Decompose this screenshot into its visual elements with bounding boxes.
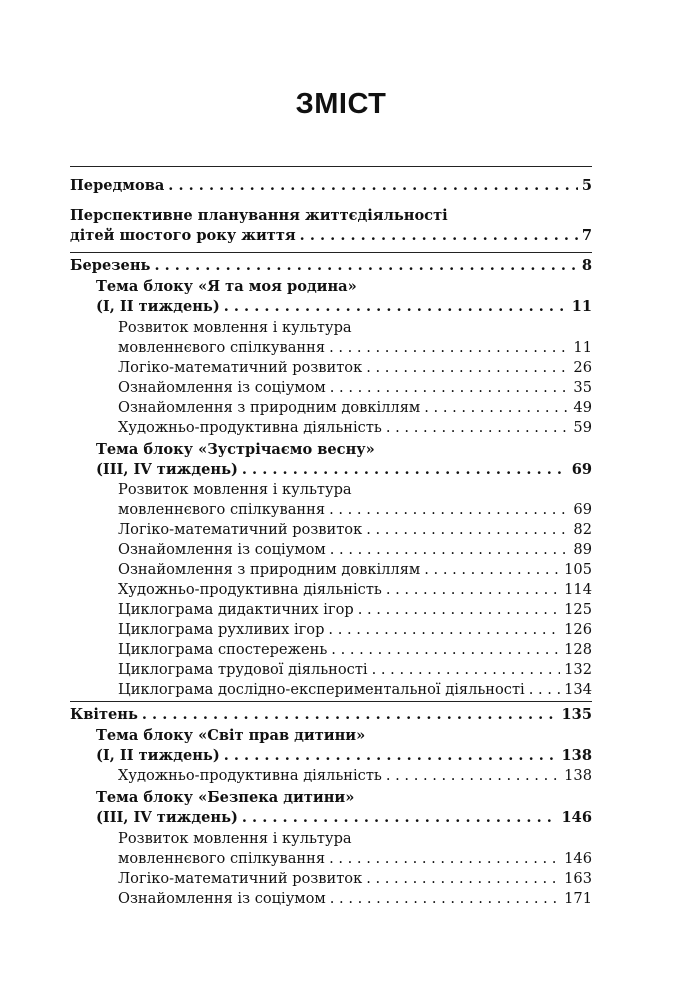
dot-leader bbox=[154, 256, 577, 276]
toc-entry-speech[interactable] bbox=[118, 500, 592, 520]
dot-leader bbox=[242, 460, 568, 480]
toc-entry-label: мовленнєвого спілкування bbox=[118, 501, 326, 518]
separator-line bbox=[70, 701, 592, 702]
toc-page-number: 59 bbox=[573, 419, 592, 436]
toc-page-number: 11 bbox=[571, 298, 592, 315]
toc-entry-label: мовленнєвого спілкування bbox=[118, 850, 326, 867]
toc-page-number: 138 bbox=[561, 747, 592, 764]
dot-leader bbox=[224, 297, 568, 317]
toc-page-number: 126 bbox=[564, 621, 592, 638]
toc-page-number: 171 bbox=[564, 890, 592, 907]
toc-entry-block-family[interactable] bbox=[96, 297, 592, 317]
toc-entry-label: (ІІІ, ІV тиждень) bbox=[96, 461, 238, 478]
toc-entry-art[interactable] bbox=[118, 580, 592, 600]
toc-entry-label: Розвиток мовлення і культура bbox=[118, 830, 352, 847]
toc-page-number: 135 bbox=[561, 706, 592, 723]
toc-page-number: 8 bbox=[581, 257, 592, 274]
toc-page-number: 138 bbox=[564, 767, 592, 784]
toc-entry-label: Ознайомлення із соціумом bbox=[118, 890, 326, 907]
toc-page-number: 35 bbox=[573, 379, 592, 396]
toc-entry-math[interactable] bbox=[118, 869, 592, 889]
toc-entry-cyclogram-games[interactable] bbox=[118, 600, 592, 620]
dot-leader bbox=[366, 358, 569, 378]
toc-page-number: 163 bbox=[564, 870, 592, 887]
toc-page-number: 69 bbox=[573, 501, 592, 518]
toc-page-number: 7 bbox=[581, 227, 592, 244]
toc-entry-cyclogram-experiments[interactable] bbox=[118, 680, 592, 700]
toc-entry-label: Тема блоку «Я та моя родина» bbox=[96, 278, 357, 295]
toc-entry-society[interactable] bbox=[118, 378, 592, 398]
toc-page-number: 26 bbox=[573, 359, 592, 376]
toc-entry-label: Тема блоку «Зустрічаємо весну» bbox=[96, 441, 375, 458]
toc-entry-block-rights[interactable] bbox=[96, 746, 592, 766]
toc-entry-nature[interactable] bbox=[118, 560, 592, 580]
toc-entry-label: Березень bbox=[70, 257, 151, 274]
toc-page-number: 125 bbox=[564, 601, 592, 618]
toc-entry-march[interactable] bbox=[70, 256, 592, 276]
dot-leader bbox=[242, 808, 558, 828]
dot-leader bbox=[386, 766, 560, 786]
toc-entry-label: Ознайомлення з природним довкіллям bbox=[118, 561, 421, 578]
toc-entry-cyclogram-active-games[interactable] bbox=[118, 620, 592, 640]
toc-entry-label: дітей шостого року життя bbox=[70, 227, 296, 244]
toc-entry-foreword[interactable] bbox=[70, 176, 592, 196]
toc-entry-cyclogram-labour[interactable] bbox=[118, 660, 592, 680]
toc-entry-label: Циклограма трудової діяльності bbox=[118, 661, 368, 678]
dot-leader bbox=[330, 540, 570, 560]
toc-entry-label: Циклограма дослідно-експериментальної діяльності bbox=[118, 681, 525, 698]
toc-page-number: 11 bbox=[573, 339, 592, 356]
toc-page-number: 105 bbox=[564, 561, 592, 578]
toc-page-number: 82 bbox=[573, 521, 592, 538]
toc-page-number: 146 bbox=[561, 809, 592, 826]
dot-leader bbox=[331, 640, 560, 660]
toc-page-number: 146 bbox=[564, 850, 592, 867]
toc-entry-block-safety[interactable] bbox=[96, 808, 592, 828]
toc-entry-label: Передмова bbox=[70, 177, 165, 194]
toc-entry-label: Перспективне планування життєдіяльності bbox=[70, 207, 448, 224]
dot-leader bbox=[328, 620, 560, 640]
dot-leader bbox=[424, 398, 569, 418]
toc-entry-label: Ознайомлення з природним довкіллям bbox=[118, 399, 421, 416]
dot-leader bbox=[168, 176, 578, 196]
toc-entry-label: Тема блоку «Безпека дитини» bbox=[96, 789, 355, 806]
toc-page-number: 5 bbox=[581, 177, 592, 194]
dot-leader bbox=[366, 869, 560, 889]
dot-leader bbox=[358, 600, 560, 620]
toc-entry-label: Розвиток мовлення і культура bbox=[118, 481, 352, 498]
toc-entry-label: Тема блоку «Світ прав дитини» bbox=[96, 727, 366, 744]
toc-entry-label: Логіко-математичний розвиток bbox=[118, 359, 363, 376]
toc-entry-label: Циклограма рухливих ігор bbox=[118, 621, 325, 638]
toc-entry-label: (ІІІ, ІV тиждень) bbox=[96, 809, 238, 826]
toc-entry-block-spring[interactable] bbox=[96, 460, 592, 480]
toc-entry-label: Логіко-математичний розвиток bbox=[118, 870, 363, 887]
toc-entry-label: мовленнєвого спілкування bbox=[118, 339, 326, 356]
toc-entry-label: Квітень bbox=[70, 706, 138, 723]
toc-entry-label: Розвиток мовлення і культура bbox=[118, 319, 352, 336]
toc-entry-label: Художньо-продуктивна діяльність bbox=[118, 419, 382, 436]
toc-entry-society[interactable] bbox=[118, 889, 592, 909]
toc-entry-cyclogram-observations[interactable] bbox=[118, 640, 592, 660]
toc-page-number: 132 bbox=[564, 661, 592, 678]
toc-entry-society[interactable] bbox=[118, 540, 592, 560]
toc-page-number: 69 bbox=[571, 461, 592, 478]
toc-page-number: 89 bbox=[573, 541, 592, 558]
dot-leader bbox=[386, 418, 570, 438]
toc-entry-math[interactable] bbox=[118, 358, 592, 378]
dot-leader bbox=[329, 500, 569, 520]
toc-entry-label: Циклограма спостережень bbox=[118, 641, 328, 658]
toc-entry-label: Художньо-продуктивна діяльність bbox=[118, 767, 382, 784]
dot-leader bbox=[424, 560, 560, 580]
toc-entry-planning[interactable] bbox=[70, 226, 592, 246]
dot-leader bbox=[224, 746, 558, 766]
toc-entry-math[interactable] bbox=[118, 520, 592, 540]
toc-entry-art[interactable] bbox=[118, 418, 592, 438]
dot-leader bbox=[386, 580, 560, 600]
toc-page-number: 114 bbox=[564, 581, 592, 598]
page-title: ЗМІСТ bbox=[295, 88, 387, 120]
toc-entry-speech[interactable] bbox=[118, 338, 592, 358]
dot-leader bbox=[329, 338, 569, 358]
toc-entry-speech[interactable] bbox=[118, 849, 592, 869]
dot-leader bbox=[366, 520, 569, 540]
toc-entry-nature[interactable] bbox=[118, 398, 592, 418]
toc-entry-label: (І, ІІ тиждень) bbox=[96, 298, 220, 315]
separator-line bbox=[70, 252, 592, 253]
toc-entry-label: Ознайомлення із соціумом bbox=[118, 541, 326, 558]
toc-page-number: 49 bbox=[573, 399, 592, 416]
dot-leader bbox=[300, 226, 578, 246]
toc-entry-label: Ознайомлення із соціумом bbox=[118, 379, 326, 396]
dot-leader bbox=[330, 378, 570, 398]
toc-entry-april[interactable] bbox=[70, 705, 592, 725]
separator-line bbox=[70, 166, 592, 167]
dot-leader bbox=[330, 889, 560, 909]
toc-entry-label: Циклограма дидактичних ігор bbox=[118, 601, 354, 618]
toc-page-number: 134 bbox=[564, 681, 592, 698]
toc-entry-art[interactable] bbox=[118, 766, 592, 786]
dot-leader bbox=[529, 680, 560, 700]
toc-entry-label: (І, ІІ тиждень) bbox=[96, 747, 220, 764]
dot-leader bbox=[142, 705, 558, 725]
toc-page-number: 128 bbox=[564, 641, 592, 658]
dot-leader bbox=[372, 660, 561, 680]
toc-entry-label: Логіко-математичний розвиток bbox=[118, 521, 363, 538]
toc-entry-label: Художньо-продуктивна діяльність bbox=[118, 581, 382, 598]
dot-leader bbox=[329, 849, 560, 869]
